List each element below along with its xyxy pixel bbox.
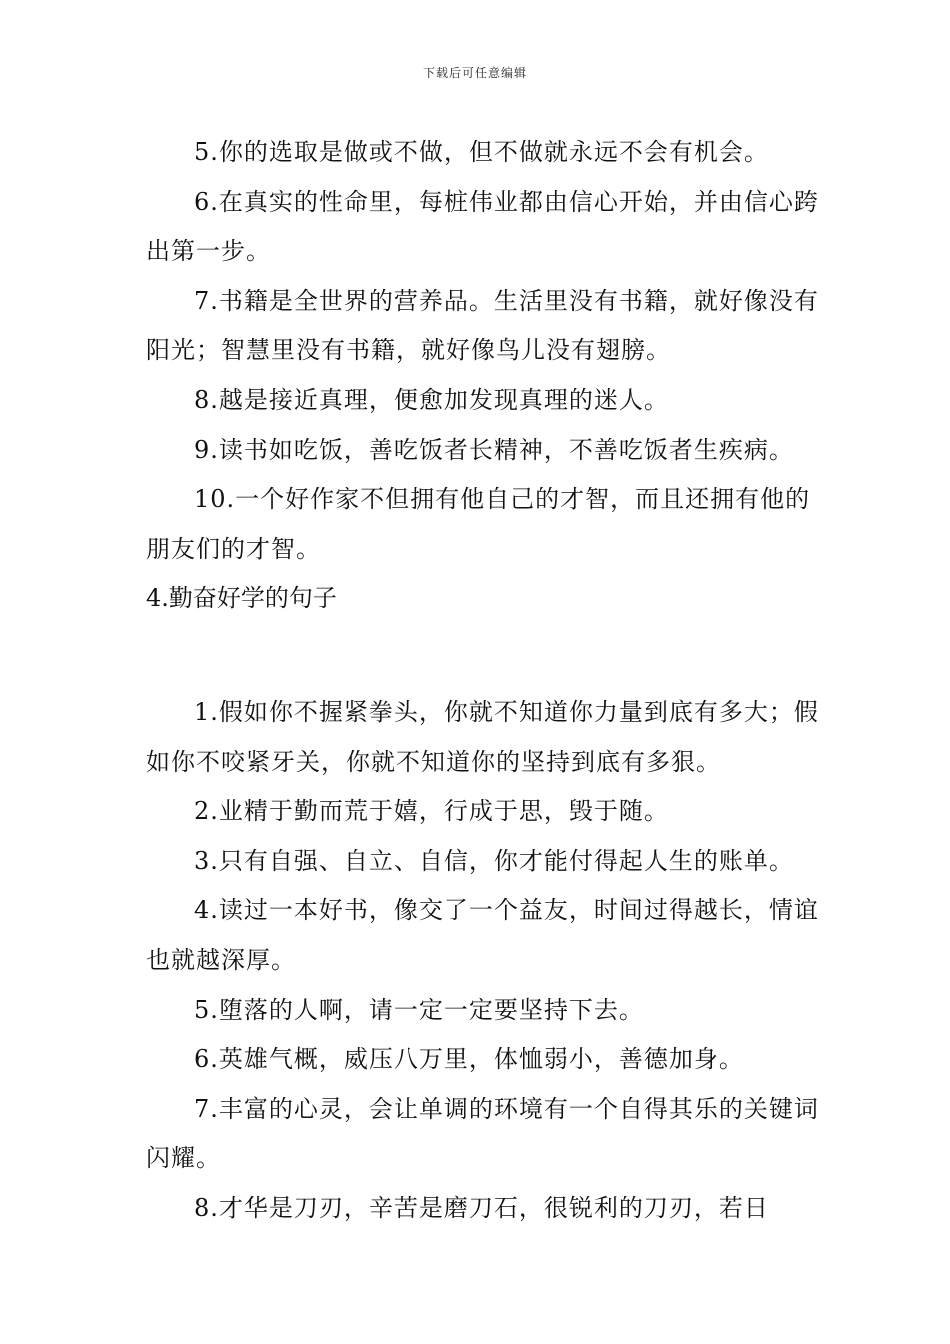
quote-b-2: 2.业精于勤而荒于嬉，行成于思，毁于随。 <box>194 797 669 826</box>
document-body <box>146 128 826 1233</box>
quote-a-10: 10.一个好作家不但拥有他自己的才智，而且还拥有他的朋友们的才智。 <box>146 485 811 563</box>
quote-b-1: 1.假如你不握紧拳头，你就不知道你力量到底有多大；假如你不咬紧牙关，你就不知道你的坚持到底有多狠。 <box>146 697 819 776</box>
quote-a-7: 7.书籍是全世界的营养品。生活里没有书籍，就好像没有阳光；智慧里没有书籍，就好像鸟儿没有翅膀。 <box>146 286 819 365</box>
quote-a-5: 5.你的选取是做或不做，但不做就永远不会有机会。 <box>194 138 769 166</box>
section-spacer <box>146 624 826 688</box>
page-header: 下载后可任意编辑 <box>422 66 527 80</box>
quote-b-8: 8.才华是刀刃，辛苦是磨刀石，很锐利的刀刃，若日 <box>194 1193 769 1222</box>
quote-a-8: 8.越是接近真理，便愈加发现真理的迷人。 <box>194 385 669 414</box>
section-heading: 4.勤奋好学的句子 <box>146 584 337 613</box>
quote-b-6: 6.英雄气概，威压八万里，体恤弱小，善德加身。 <box>194 1045 744 1074</box>
quote-b-3: 3.只有自强、自立、自信，你才能付得起人生的账单。 <box>194 846 794 875</box>
quote-a-9: 9.读书如吃饭，善吃饭者长精神，不善吃饭者生疾病。 <box>194 435 794 464</box>
quote-b-4: 4.读过一本好书，像交了一个益友，时间过得越长，情谊也就越深厚。 <box>146 896 819 974</box>
quote-b-5: 5.堕落的人啊，请一定一定要坚持下去。 <box>194 995 644 1024</box>
quote-b-7: 7.丰富的心灵，会让单调的环境有一个自得其乐的关键词闪耀。 <box>146 1094 819 1173</box>
quote-a-6: 6.在真实的性命里，每桩伟业都由信心开始，并由信心跨出第一步。 <box>146 187 819 266</box>
